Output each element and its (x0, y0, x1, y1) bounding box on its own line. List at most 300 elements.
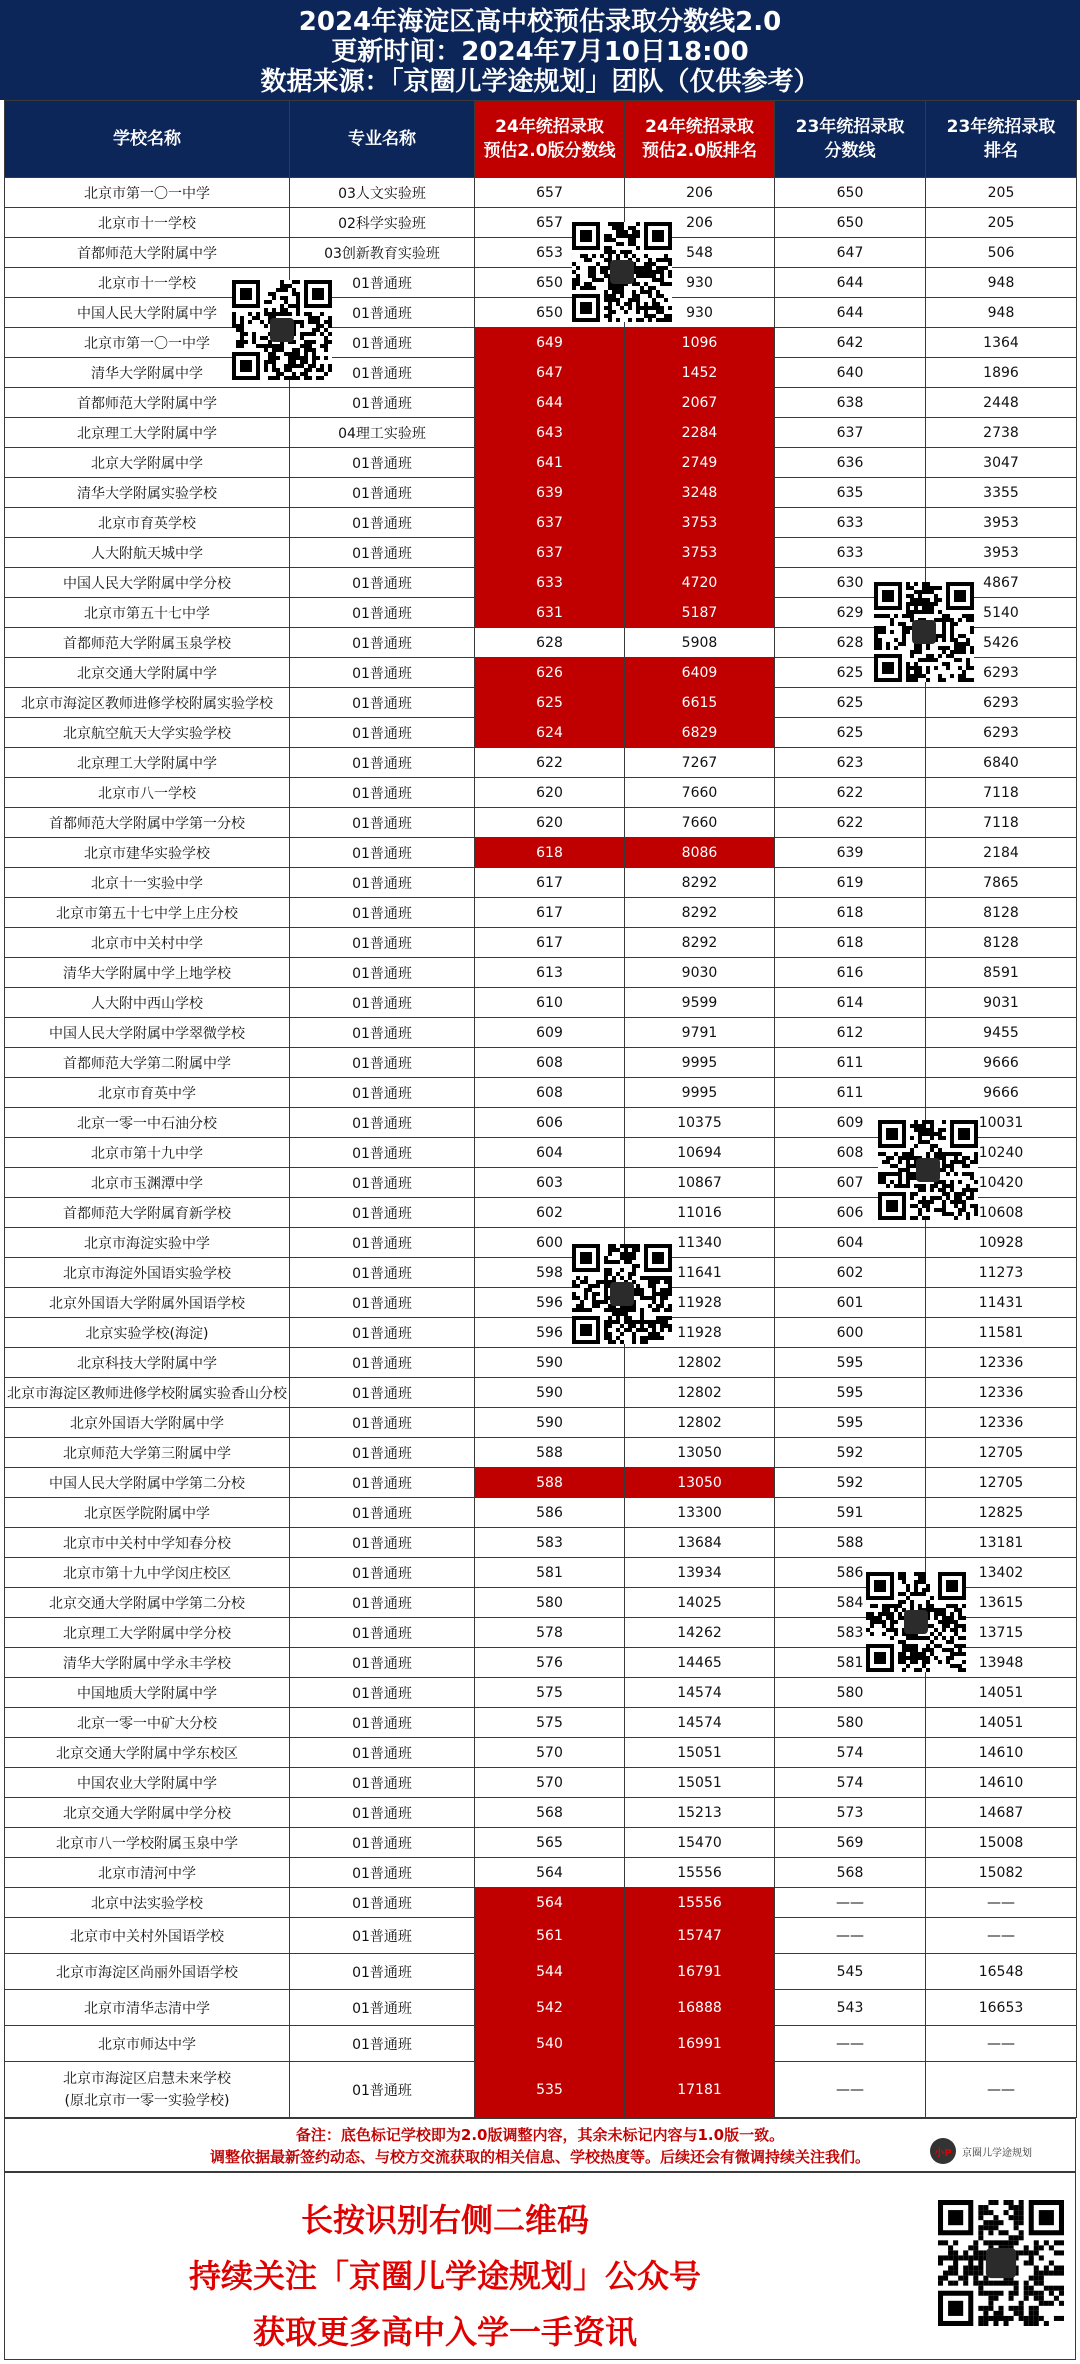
school-name-cell: 北京理工大学附属中学 (5, 418, 290, 448)
score-2024-cell: 586 (475, 1498, 625, 1528)
major-cell: 01普通班 (290, 1828, 475, 1858)
table-row (5, 2062, 1077, 2118)
data-source: 数据来源：「京圈儿学途规划」团队（仅供参考） (260, 67, 820, 97)
major-cell: 01普通班 (290, 1918, 475, 1954)
school-name-cell: 北京市第五十七中学 (5, 598, 290, 628)
score-2023-cell: 650 (775, 178, 926, 208)
rank-2024-cell: 15470 (625, 1828, 775, 1858)
score-2024-cell: 600 (475, 1228, 625, 1258)
rank-2024-cell: 9995 (625, 1078, 775, 1108)
school-name-cell: 北京医学院附属中学 (5, 1498, 290, 1528)
rank-2023-cell: 11273 (926, 1258, 1077, 1288)
score-2024-cell: 641 (475, 448, 625, 478)
brand-tag (930, 2138, 1032, 2164)
school-name-cell: 中国农业大学附属中学 (5, 1768, 290, 1798)
rank-2024-cell: 13050 (625, 1468, 775, 1498)
rank-2024-cell: 14574 (625, 1708, 775, 1738)
major-cell: 01普通班 (290, 448, 475, 478)
score-2024-cell: 631 (475, 598, 625, 628)
school-name-cell: 清华大学附属中学永丰学校 (5, 1648, 290, 1678)
score-2023-cell: 618 (775, 898, 926, 928)
school-name-cell: 北京中法实验学校 (5, 1888, 290, 1918)
rank-2023-cell: 5140 (926, 598, 1077, 628)
table-row (5, 748, 1077, 778)
rank-2024-cell: 14465 (625, 1648, 775, 1678)
score-2023-cell: 595 (775, 1348, 926, 1378)
table-row (5, 838, 1077, 868)
score-2023-cell: 616 (775, 958, 926, 988)
table-row (5, 1528, 1077, 1558)
school-name-cell: 清华大学附属实验学校 (5, 478, 290, 508)
major-cell: 01普通班 (290, 808, 475, 838)
col-2024-rank: 24年统招录取 预估2.0版排名 (625, 101, 775, 178)
rank-2023-cell: 3953 (926, 508, 1077, 538)
school-name-cell: 北京市育英中学 (5, 1078, 290, 1108)
school-name-cell: 北京市十一学校 (5, 268, 290, 298)
table-row (5, 1738, 1077, 1768)
major-cell: 01普通班 (290, 628, 475, 658)
rank-2023-cell: 11581 (926, 1318, 1077, 1348)
school-name-cell: 清华大学附属中学 (5, 358, 290, 388)
score-2024-cell: 602 (475, 1198, 625, 1228)
major-cell: 01普通班 (290, 1738, 475, 1768)
table-row (5, 1918, 1077, 1954)
major-cell: 01普通班 (290, 1018, 475, 1048)
rank-2024-cell: 7660 (625, 808, 775, 838)
rank-2023-cell: 9455 (926, 1018, 1077, 1048)
rank-2024-cell: 9599 (625, 988, 775, 1018)
table-row (5, 1468, 1077, 1498)
col-major: 专业名称 (290, 101, 475, 178)
rank-2024-cell: 930 (625, 268, 775, 298)
rank-2024-cell: 3248 (625, 478, 775, 508)
table-row (5, 1828, 1077, 1858)
major-cell: 01普通班 (290, 1198, 475, 1228)
rank-2023-cell: 6293 (926, 718, 1077, 748)
rank-2024-cell: 13684 (625, 1528, 775, 1558)
rank-2024-cell: 15213 (625, 1798, 775, 1828)
table-row (5, 208, 1077, 238)
school-name-cell: 北京科技大学附属中学 (5, 1348, 290, 1378)
rank-2024-cell: 8086 (625, 838, 775, 868)
score-2023-cell: 591 (775, 1498, 926, 1528)
score-2024-cell: 565 (475, 1828, 625, 1858)
rank-2023-cell: 9666 (926, 1078, 1077, 1108)
score-2024-cell: 657 (475, 208, 625, 238)
score-2023-cell: 642 (775, 328, 926, 358)
rank-2024-cell: 8292 (625, 868, 775, 898)
score-2024-cell: 608 (475, 1048, 625, 1078)
rank-2023-cell: —— (926, 1918, 1077, 1954)
score-2024-cell: 590 (475, 1348, 625, 1378)
school-name-cell: 中国地质大学附属中学 (5, 1678, 290, 1708)
major-cell: 01普通班 (290, 1768, 475, 1798)
school-name-cell: 北京市海淀实验中学 (5, 1228, 290, 1258)
table-row (5, 1348, 1077, 1378)
qr-code-icon (878, 1120, 978, 1220)
score-2023-cell: 574 (775, 1768, 926, 1798)
rank-2024-cell: 8292 (625, 898, 775, 928)
score-2024-cell: 596 (475, 1288, 625, 1318)
rank-2023-cell: 2448 (926, 388, 1077, 418)
promo-line-2: 持续关注「京圈儿学途规划」公众号 (188, 2257, 701, 2295)
school-name-cell: 北京理工大学附属中学分校 (5, 1618, 290, 1648)
score-2024-cell: 649 (475, 328, 625, 358)
school-name-cell: 北京市第五十七中学上庄分校 (5, 898, 290, 928)
major-cell: 01普通班 (290, 598, 475, 628)
rank-2023-cell: 1364 (926, 328, 1077, 358)
score-2024-cell: 644 (475, 388, 625, 418)
table-row (5, 448, 1077, 478)
qr-code-icon (866, 1572, 966, 1672)
score-2023-cell: 650 (775, 208, 926, 238)
table-row (5, 1228, 1077, 1258)
rank-2023-cell: —— (926, 1888, 1077, 1918)
rank-2024-cell: 15556 (625, 1888, 775, 1918)
major-cell: 01普通班 (290, 868, 475, 898)
school-name-cell: 北京市海淀区启慧未来学校 (原北京市一零一实验学校) (5, 2062, 290, 2118)
score-2024-cell: 653 (475, 238, 625, 268)
table-row (5, 328, 1077, 358)
school-name-cell: 北京市八一学校 (5, 778, 290, 808)
score-2023-cell: 619 (775, 868, 926, 898)
major-cell: 01普通班 (290, 1648, 475, 1678)
score-2024-cell: 622 (475, 748, 625, 778)
rank-2023-cell: 15008 (926, 1828, 1077, 1858)
table-row (5, 988, 1077, 1018)
score-2024-cell: 590 (475, 1378, 625, 1408)
rank-2024-cell: 10694 (625, 1138, 775, 1168)
score-2024-cell: 583 (475, 1528, 625, 1558)
table-row (5, 238, 1077, 268)
score-2023-cell: 568 (775, 1858, 926, 1888)
major-cell: 01普通班 (290, 898, 475, 928)
score-2023-cell: 637 (775, 418, 926, 448)
major-cell: 01普通班 (290, 958, 475, 988)
major-cell: 01普通班 (290, 748, 475, 778)
brand-name: 京圈儿学途规划 (962, 2147, 1032, 2159)
major-cell: 01普通班 (290, 688, 475, 718)
table-row (5, 1498, 1077, 1528)
rank-2024-cell: 15051 (625, 1768, 775, 1798)
table-row (5, 298, 1077, 328)
major-cell: 01普通班 (290, 1318, 475, 1348)
major-cell: 01普通班 (290, 1990, 475, 2026)
rank-2024-cell: 10867 (625, 1168, 775, 1198)
table-row (5, 1954, 1077, 1990)
qr-pattern (874, 582, 974, 682)
school-name-cell: 北京理工大学附属中学 (5, 748, 290, 778)
rank-2024-cell: 14262 (625, 1618, 775, 1648)
rank-2023-cell: 948 (926, 298, 1077, 328)
rank-2023-cell: 11431 (926, 1288, 1077, 1318)
rank-2023-cell: 14051 (926, 1708, 1077, 1738)
school-name-cell: 北京交通大学附属中学第二分校 (5, 1588, 290, 1618)
page-title: 2024年海淀区高中校预估录取分数线2.0 (298, 7, 782, 37)
qr-pattern (938, 2200, 1064, 2326)
school-name-cell: 北京市清华志清中学 (5, 1990, 290, 2026)
table-row (5, 688, 1077, 718)
rank-2023-cell: 10608 (926, 1198, 1077, 1228)
rank-2023-cell: 16653 (926, 1990, 1077, 2026)
qr-code-icon (232, 280, 332, 380)
major-cell: 01普通班 (290, 1498, 475, 1528)
rank-2024-cell: 17181 (625, 2062, 775, 2118)
rank-2024-cell: 15556 (625, 1858, 775, 1888)
major-cell: 01普通班 (290, 298, 475, 328)
score-2024-cell: 637 (475, 508, 625, 538)
rank-2023-cell: 5426 (926, 628, 1077, 658)
score-2023-cell: 595 (775, 1408, 926, 1438)
score-2023-cell: 630 (775, 568, 926, 598)
score-2024-cell: 606 (475, 1108, 625, 1138)
score-2024-cell: 613 (475, 958, 625, 988)
rank-2023-cell: 205 (926, 178, 1077, 208)
score-2024-cell: 650 (475, 298, 625, 328)
rank-2023-cell: 7118 (926, 778, 1077, 808)
rank-2024-cell: 9030 (625, 958, 775, 988)
rank-2024-cell: 9791 (625, 1018, 775, 1048)
score-2023-cell: 573 (775, 1798, 926, 1828)
score-2023-cell: 628 (775, 628, 926, 658)
rank-2024-cell: 206 (625, 178, 775, 208)
major-cell: 01普通班 (290, 928, 475, 958)
score-2024-cell: 620 (475, 778, 625, 808)
school-name-cell: 北京一零一中石油分校 (5, 1108, 290, 1138)
rank-2023-cell: 3355 (926, 478, 1077, 508)
rank-2023-cell: 10240 (926, 1138, 1077, 1168)
school-name-cell: 北京市建华实验学校 (5, 838, 290, 868)
score-2023-cell: 543 (775, 1990, 926, 2026)
score-2024-cell: 637 (475, 538, 625, 568)
score-2023-cell: 569 (775, 1828, 926, 1858)
major-cell: 01普通班 (290, 1558, 475, 1588)
rank-2024-cell: 930 (625, 298, 775, 328)
score-2024-cell: 542 (475, 1990, 625, 2026)
score-2024-cell: 581 (475, 1558, 625, 1588)
col-school: 学校名称 (5, 101, 290, 178)
major-cell: 01普通班 (290, 1288, 475, 1318)
major-cell: 01普通班 (290, 1618, 475, 1648)
school-name-cell: 北京航空航天大学实验学校 (5, 718, 290, 748)
score-2024-cell: 628 (475, 628, 625, 658)
score-2024-cell: 608 (475, 1078, 625, 1108)
score-2023-cell: —— (775, 1918, 926, 1954)
rank-2024-cell: 3753 (625, 538, 775, 568)
score-2024-cell: 626 (475, 658, 625, 688)
school-name-cell: 北京市第一〇一中学 (5, 178, 290, 208)
score-2023-cell: 580 (775, 1678, 926, 1708)
rank-2024-cell: 13050 (625, 1438, 775, 1468)
school-name-cell: 北京市中关村外国语学校 (5, 1918, 290, 1954)
rank-2023-cell: 12336 (926, 1408, 1077, 1438)
score-2023-cell: 633 (775, 538, 926, 568)
score-2023-cell: 622 (775, 808, 926, 838)
major-cell: 01普通班 (290, 1588, 475, 1618)
major-cell: 01普通班 (290, 508, 475, 538)
score-2023-cell: 581 (775, 1648, 926, 1678)
promo-line-3: 获取更多高中入学一手资讯 (252, 2313, 637, 2351)
table-row (5, 898, 1077, 928)
rank-2023-cell: 9031 (926, 988, 1077, 1018)
score-2023-cell: 635 (775, 478, 926, 508)
page-header (0, 0, 1080, 100)
major-cell: 02科学实验班 (290, 208, 475, 238)
school-name-cell: 首都师范大学附属育新学校 (5, 1198, 290, 1228)
school-name-cell: 北京市第一〇一中学 (5, 328, 290, 358)
qr-code-icon (572, 222, 672, 322)
school-name-cell: 北京十一实验中学 (5, 868, 290, 898)
score-2023-cell: 623 (775, 748, 926, 778)
rank-2023-cell: 7865 (926, 868, 1077, 898)
qr-code-icon[interactable] (938, 2200, 1064, 2326)
score-2023-cell: 586 (775, 1558, 926, 1588)
rank-2023-cell: 6840 (926, 748, 1077, 778)
score-2023-cell: 633 (775, 508, 926, 538)
school-name-cell: 北京市第十九中学 (5, 1138, 290, 1168)
score-2024-cell: 657 (475, 178, 625, 208)
rank-2024-cell: 11016 (625, 1198, 775, 1228)
table-row (5, 928, 1077, 958)
score-2024-cell: 570 (475, 1768, 625, 1798)
qr-pattern (878, 1120, 978, 1220)
major-cell: 01普通班 (290, 1078, 475, 1108)
note-line-1: 备注：底色标记学校即为2.0版调整内容，其余未标记内容与1.0版一致。 (295, 2126, 785, 2144)
rank-2023-cell: 13181 (926, 1528, 1077, 1558)
rank-2023-cell: 506 (926, 238, 1077, 268)
score-2024-cell: 617 (475, 898, 625, 928)
update-time: 更新时间：2024年7月10日18:00 (331, 37, 749, 67)
rank-2024-cell: 1452 (625, 358, 775, 388)
col-2023-rank: 23年统招录取 排名 (926, 101, 1077, 178)
school-name-cell: 北京交通大学附属中学东校区 (5, 1738, 290, 1768)
school-name-cell: 北京市师达中学 (5, 2026, 290, 2062)
rank-2023-cell: 13715 (926, 1618, 1077, 1648)
score-2023-cell: 545 (775, 1954, 926, 1990)
table-row (5, 2026, 1077, 2062)
score-2024-cell: 624 (475, 718, 625, 748)
rank-2024-cell: 1096 (625, 328, 775, 358)
score-2024-cell: 575 (475, 1678, 625, 1708)
school-name-cell: 首都师范大学附属中学 (5, 388, 290, 418)
brand-logo: 小P (930, 2138, 956, 2164)
major-cell: 01普通班 (290, 268, 475, 298)
rank-2024-cell: 16991 (625, 2026, 775, 2062)
qr-code-icon (874, 582, 974, 682)
table-row (5, 1378, 1077, 1408)
rank-2023-cell: 3953 (926, 538, 1077, 568)
rank-2023-cell: 14687 (926, 1798, 1077, 1828)
qr-pattern (232, 280, 332, 380)
rank-2024-cell: 11641 (625, 1258, 775, 1288)
score-2023-cell: 595 (775, 1378, 926, 1408)
score-2023-cell: —— (775, 2026, 926, 2062)
score-2024-cell: 618 (475, 838, 625, 868)
school-name-cell: 人大附中西山学校 (5, 988, 290, 1018)
rank-2023-cell: 14051 (926, 1678, 1077, 1708)
score-2023-cell: 625 (775, 688, 926, 718)
rank-2023-cell: 12705 (926, 1468, 1077, 1498)
school-name-cell: 北京交通大学附属中学分校 (5, 1798, 290, 1828)
major-cell: 01普通班 (290, 1708, 475, 1738)
table-row (5, 508, 1077, 538)
major-cell: 01普通班 (290, 718, 475, 748)
score-2024-cell: 590 (475, 1408, 625, 1438)
table-row (5, 1768, 1077, 1798)
rank-2024-cell: 6615 (625, 688, 775, 718)
table-header-row (5, 101, 1077, 178)
rank-2023-cell: 205 (926, 208, 1077, 238)
school-name-cell: 北京市中关村中学 (5, 928, 290, 958)
school-name-cell: 中国人民大学附属中学 (5, 298, 290, 328)
score-2023-cell: 609 (775, 1108, 926, 1138)
score-2023-cell: 600 (775, 1318, 926, 1348)
rank-2024-cell: 9995 (625, 1048, 775, 1078)
table-row (5, 1888, 1077, 1918)
rank-2024-cell: 13300 (625, 1498, 775, 1528)
rank-2023-cell: 948 (926, 268, 1077, 298)
major-cell: 01普通班 (290, 358, 475, 388)
rank-2023-cell: 4867 (926, 568, 1077, 598)
rank-2024-cell: 16791 (625, 1954, 775, 1990)
score-2023-cell: 618 (775, 928, 926, 958)
score-2023-cell: 574 (775, 1738, 926, 1768)
rank-2024-cell: 206 (625, 208, 775, 238)
table-row (5, 718, 1077, 748)
score-2024-cell: 570 (475, 1738, 625, 1768)
score-2024-cell: 580 (475, 1588, 625, 1618)
table-row (5, 358, 1077, 388)
major-cell: 04理工实验班 (290, 418, 475, 448)
major-cell: 01普通班 (290, 838, 475, 868)
score-2023-cell: 588 (775, 1528, 926, 1558)
rank-2023-cell: 13948 (926, 1648, 1077, 1678)
table-row (5, 478, 1077, 508)
score-2024-cell: 604 (475, 1138, 625, 1168)
rank-2023-cell: 8128 (926, 928, 1077, 958)
table-row (5, 1018, 1077, 1048)
score-2023-cell: 639 (775, 838, 926, 868)
rank-2023-cell: 1896 (926, 358, 1077, 388)
score-2023-cell: 602 (775, 1258, 926, 1288)
school-name-cell: 北京市十一学校 (5, 208, 290, 238)
rank-2023-cell: 2738 (926, 418, 1077, 448)
score-2024-cell: 617 (475, 928, 625, 958)
score-2024-cell: 588 (475, 1468, 625, 1498)
school-name-cell: 北京市清河中学 (5, 1858, 290, 1888)
major-cell: 01普通班 (290, 778, 475, 808)
score-2023-cell: 625 (775, 718, 926, 748)
rank-2023-cell: 14610 (926, 1768, 1077, 1798)
table-row (5, 1408, 1077, 1438)
rank-2024-cell: 16888 (625, 1990, 775, 2026)
major-cell: 01普通班 (290, 2062, 475, 2118)
rank-2024-cell: 15747 (625, 1918, 775, 1954)
rank-2024-cell: 2749 (625, 448, 775, 478)
table-row (5, 1078, 1077, 1108)
major-cell: 01普通班 (290, 538, 475, 568)
score-2024-cell: 561 (475, 1918, 625, 1954)
rank-2023-cell: 14610 (926, 1738, 1077, 1768)
school-name-cell: 北京市海淀区尚丽外国语学校 (5, 1954, 290, 1990)
rank-2024-cell: 7267 (625, 748, 775, 778)
major-cell: 01普通班 (290, 478, 475, 508)
school-name-cell: 北京市八一学校附属玉泉中学 (5, 1828, 290, 1858)
score-2024-cell: 620 (475, 808, 625, 838)
rank-2024-cell: 548 (625, 238, 775, 268)
rank-2024-cell: 2284 (625, 418, 775, 448)
table-row (5, 1288, 1077, 1318)
